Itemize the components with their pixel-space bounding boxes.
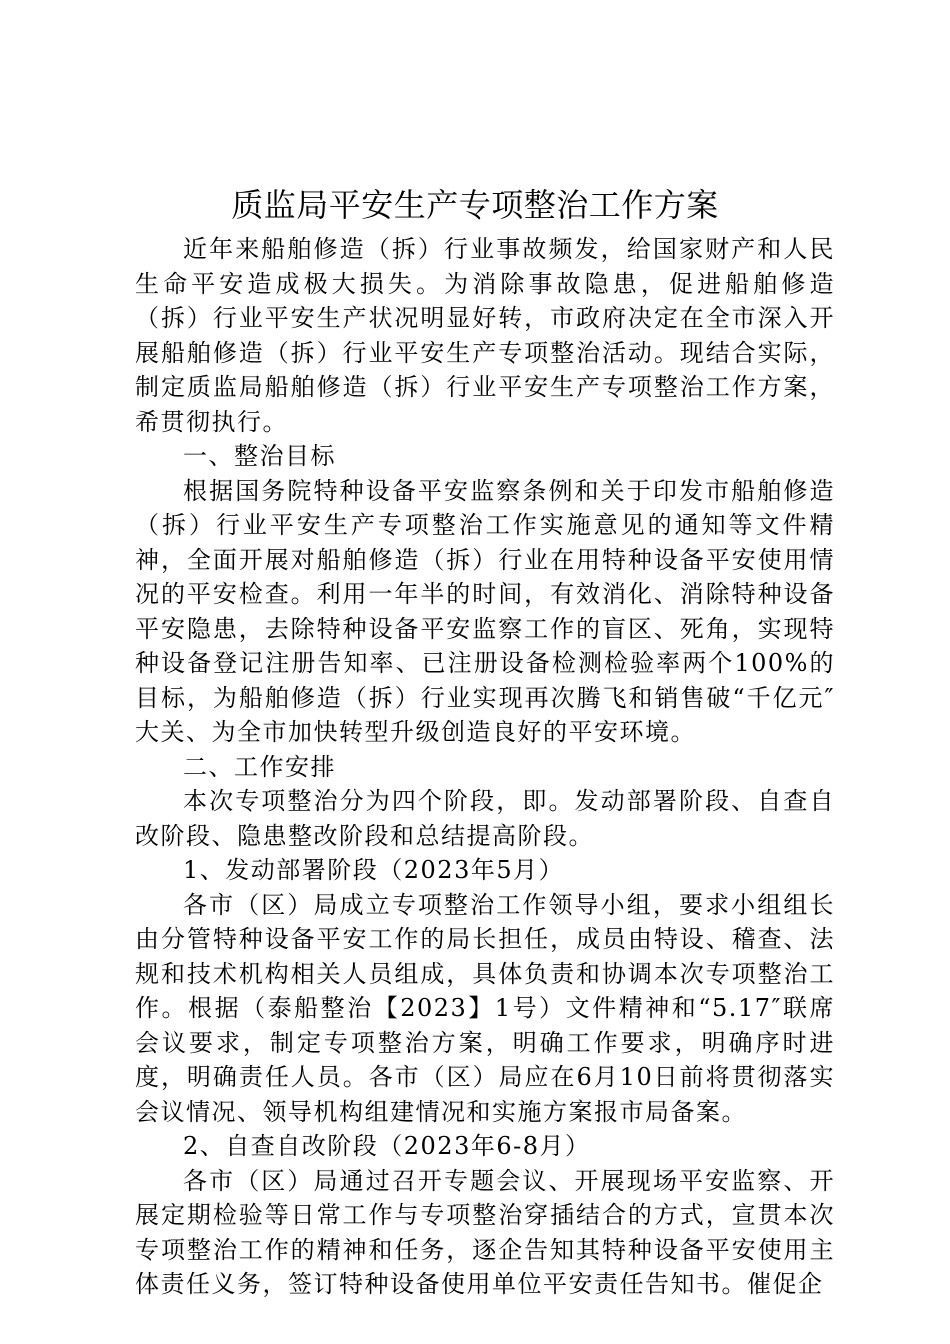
subheading-stage-2: 2、自查自改阶段（2023年6-8月） — [183, 1132, 591, 1160]
stage-2-paragraph: 各市（区）局通过召开专题会议、开展现场平安监察、开展定期检验等日常工作与专项整治穿插结合的方式，宣贯本次专项整治工作的精神和任务，逐企告知其特种设备平安使用主体责任义务，签订特种设备使用单位平安责任告知书。催促企 — [135, 1166, 835, 1298]
section-heading-arrangement: 二、工作安排 — [183, 752, 336, 781]
intro-paragraph: 近年来船舶修造（拆）行业事故频发，给国家财产和人民生命平安造成极大损失。为消除事故隐患，促进船舶修造（拆）行业平安生产状况明显好转，市政府决定在全市深入开展船舶修造（拆）行业平安生产专项整治活动。现结合实际，制定质监局船舶修造（拆）行业平安生产专项整治工作方案，希贯彻执行。 — [135, 235, 835, 436]
subheading-stage-1: 1、发动部署阶段（2023年5月） — [183, 856, 565, 884]
stage-1-paragraph: 各市（区）局成立专项整治工作领导小组，要求小组组长由分管特种设备平安工作的局长担任，成员由特设、稽查、法规和技术机构相关人员组成，具体负责和协调本次专项整治工作。根据（泰船整治【2023】1号）文件精神和“5.17″联席会议要求，制定专项整治方案，明确工作要求，明确序时进度，明确责任人员。各市（区）局应在6月10日前将贯彻落实会议情况、领导机构组建情况和实施方案报市局备案。 — [135, 890, 835, 1126]
section-heading-goals: 一、整治目标 — [183, 442, 336, 470]
arrangement-paragraph: 本次专项整治分为四个阶段，即。发动部署阶段、自查自改阶段、隐患整改阶段和总结提高阶段。 — [135, 787, 835, 850]
goals-paragraph: 根据国务院特种设备平安监察条例和关于印发市船舶修造（拆）行业平安生产专项整治工作实施意见的通知等文件精神，全面开展对船舶修造（拆）行业在用特种设备平安使用情况的平安检查。利用一年半的时间，有效消化、消除特种设备平安隐患，去除特种设备平安监察工作的盲区、死角，实现特种设备登记注册告知率、已注册设备检测检验率两个100%的目标，为船舶修造（拆）行业实现再次腾飞和销售破“千亿元″大关、为全市加快转型升级创造良好的平安环境。 — [135, 476, 835, 746]
document-title: 质监局平安生产专项整治工作方案 — [231, 186, 719, 224]
document-body — [135, 232, 835, 1302]
